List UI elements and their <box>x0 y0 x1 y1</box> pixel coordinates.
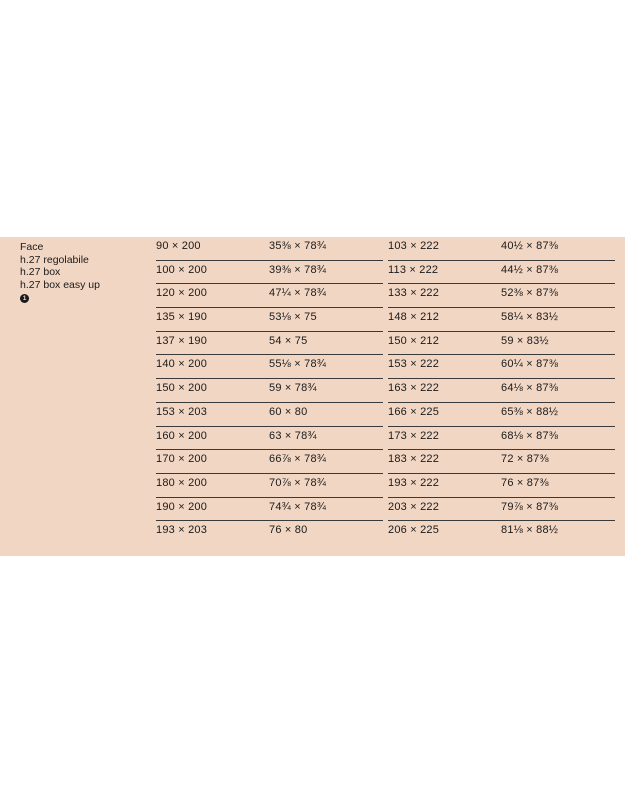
table-row <box>156 450 383 474</box>
size-cm: 150 × 212 <box>388 334 440 347</box>
size-cm: 120 × 200 <box>156 287 208 300</box>
table-row <box>388 474 615 498</box>
product-labels <box>20 241 100 304</box>
size-inches: 63 × 78¾ <box>269 429 317 442</box>
size-cm: 173 × 222 <box>388 429 440 442</box>
size-cm: 170 × 200 <box>156 453 208 466</box>
label-h27-box-easy-up: h.27 box easy up <box>20 278 100 291</box>
size-inches: 76 × 80 <box>269 524 308 537</box>
size-cm: 180 × 200 <box>156 476 208 489</box>
label-h27-box: h.27 box <box>20 266 61 279</box>
size-inches: 55⅛ × 78¾ <box>269 358 327 371</box>
table-row <box>388 498 615 522</box>
table-row <box>388 521 615 545</box>
table-row <box>156 284 383 308</box>
size-cm: 100 × 200 <box>156 263 208 276</box>
table-row <box>156 308 383 332</box>
table-row <box>156 379 383 403</box>
table-row <box>156 521 383 545</box>
size-cm: 153 × 203 <box>156 405 208 418</box>
size-inches: 59 × 78¾ <box>269 382 317 395</box>
size-inches: 47¼ × 78¾ <box>269 287 327 300</box>
size-cm: 140 × 200 <box>156 358 208 371</box>
size-table-panel <box>0 237 625 556</box>
size-inches: 72 × 87⅜ <box>501 453 549 466</box>
table-row <box>156 427 383 451</box>
size-cm: 193 × 203 <box>156 524 208 537</box>
size-column-right <box>388 237 615 545</box>
table-row <box>156 332 383 356</box>
table-row <box>388 308 615 332</box>
size-cm: 160 × 200 <box>156 429 208 442</box>
size-inches: 44½ × 87⅜ <box>501 263 559 276</box>
size-inches: 60 × 80 <box>269 405 308 418</box>
size-cm: 90 × 200 <box>156 240 201 252</box>
size-cm: 206 × 225 <box>388 524 440 537</box>
table-row <box>156 403 383 427</box>
size-inches: 60¼ × 87⅜ <box>501 358 559 371</box>
size-inches: 59 × 83½ <box>501 334 549 347</box>
size-cm: 183 × 222 <box>388 453 440 466</box>
size-cm: 166 × 225 <box>388 405 440 418</box>
table-row <box>156 474 383 498</box>
table-row <box>388 379 615 403</box>
table-row <box>388 355 615 379</box>
size-cm: 148 × 212 <box>388 311 440 324</box>
table-row <box>388 284 615 308</box>
label-face: Face <box>20 241 44 253</box>
table-row <box>388 237 615 261</box>
size-inches: 79⅞ × 87⅜ <box>501 500 559 513</box>
note-badge-icon: 1 <box>20 294 29 303</box>
table-row <box>156 237 383 261</box>
size-column-left <box>156 237 383 545</box>
size-cm: 203 × 222 <box>388 500 440 513</box>
label-h27-regolabile: h.27 regolabile <box>20 253 89 266</box>
size-inches: 81⅛ × 88½ <box>501 524 559 537</box>
table-row <box>388 332 615 356</box>
size-inches: 58¼ × 83½ <box>501 311 559 324</box>
size-inches: 65⅜ × 88½ <box>501 405 559 418</box>
size-cm: 135 × 190 <box>156 311 208 324</box>
table-row <box>156 498 383 522</box>
size-inches: 40½ × 87⅜ <box>501 240 559 252</box>
size-cm: 153 × 222 <box>388 358 440 371</box>
size-cm: 113 × 222 <box>388 263 439 276</box>
size-inches: 39⅜ × 78¾ <box>269 263 327 276</box>
size-cm: 137 × 190 <box>156 334 208 347</box>
size-inches: 70⅞ × 78¾ <box>269 476 327 489</box>
size-cm: 133 × 222 <box>388 287 440 300</box>
size-cm: 103 × 222 <box>388 240 440 252</box>
size-inches: 53⅛ × 75 <box>269 311 317 324</box>
table-row <box>156 355 383 379</box>
size-inches: 74¾ × 78¾ <box>269 500 327 513</box>
table-row <box>388 427 615 451</box>
size-cm: 150 × 200 <box>156 382 208 395</box>
size-inches: 52⅜ × 87⅜ <box>501 287 559 300</box>
table-row <box>388 261 615 285</box>
size-inches: 35⅜ × 78¾ <box>269 240 327 252</box>
size-inches: 68⅛ × 87⅜ <box>501 429 559 442</box>
table-row <box>156 261 383 285</box>
size-cm: 193 × 222 <box>388 476 440 489</box>
size-cm: 190 × 200 <box>156 500 208 513</box>
size-inches: 76 × 87⅜ <box>501 476 549 489</box>
table-row <box>388 450 615 474</box>
size-inches: 64⅛ × 87⅜ <box>501 382 559 395</box>
table-row <box>388 403 615 427</box>
size-cm: 163 × 222 <box>388 382 440 395</box>
size-inches: 54 × 75 <box>269 334 308 347</box>
size-inches: 66⅞ × 78¾ <box>269 453 327 466</box>
